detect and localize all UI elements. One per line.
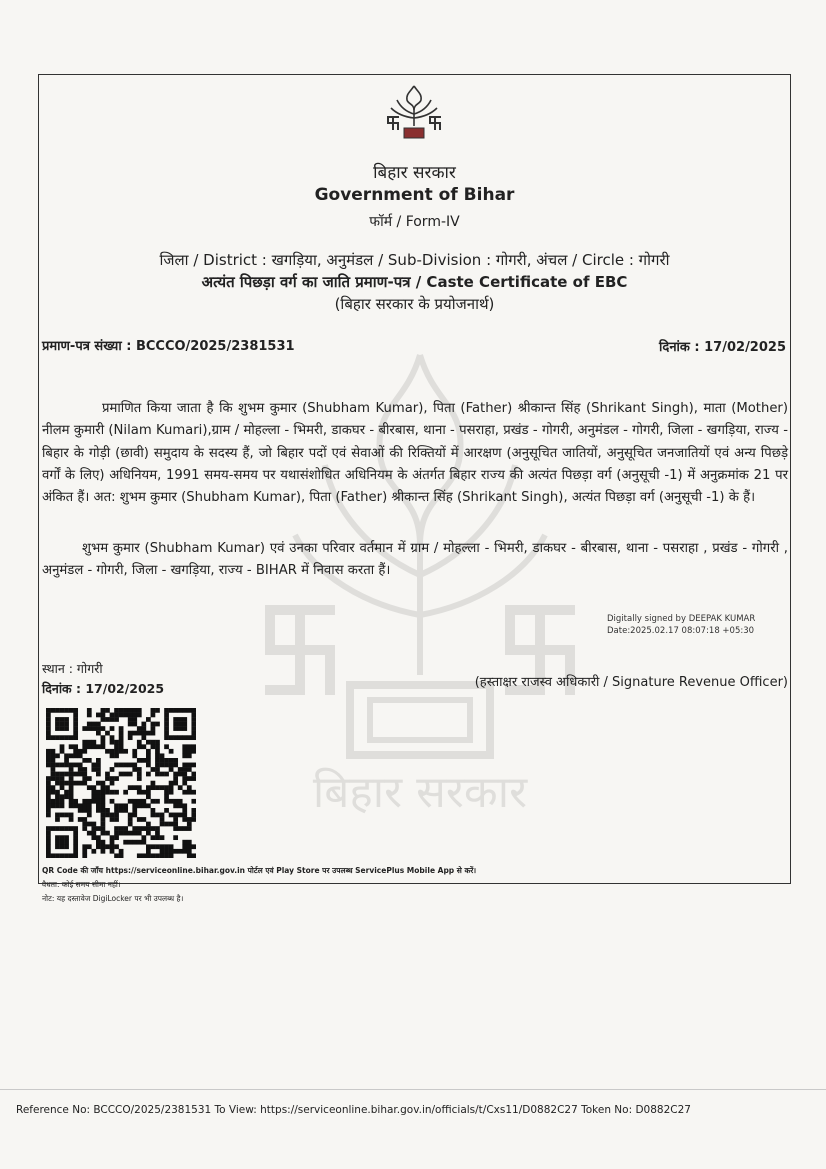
qr-verification-note: QR Code की जाँच https://serviceonline.bihar.gov.in पोर्टल एवं Play Store पर उपलब्ध ServicePlus Mobile App से करें।: [42, 866, 477, 875]
issue-date: दिनांक : 17/02/2025: [659, 340, 786, 355]
place: स्थान : गोगरी: [42, 661, 103, 676]
footer-divider: [0, 1089, 826, 1090]
residence-paragraph: शुभम कुमार (Shubham Kumar) एवं उनका परिवार वर्तमान में ग्राम / मोहल्ला - भिमरी, डाकघर - बीरबास, थाना - पसराहा , प्रखंड - गोगरी , अनुमंडल - गोगरी, जिला - खगड़िया, राज्य - BIHAR में निवास करता हैं।: [42, 541, 788, 579]
digital-signature: [607, 614, 755, 637]
bihar-emblem-icon: [383, 82, 445, 142]
digital-signature-date: Date:2025.02.17 08:07:18 +05:30: [607, 625, 755, 636]
certificate-purpose: (बिहार सरकार के प्रयोजनार्थ): [334, 295, 495, 313]
digilocker-note: नोट: यह दस्तावेज DigiLocker पर भी उपलब्ध है।: [42, 894, 184, 903]
reference-line: Reference No: BCCCO/2025/2381531 To View: https://serviceonline.bihar.gov.in/officials/t/Cxs11/D0882C27 Token No: D0882C27: [16, 1104, 691, 1116]
certificate-title: अत्यंत पिछड़ा वर्ग का जाति प्रमाण-पत्र / Caste Certificate of EBC: [201, 273, 628, 291]
digital-signature-signer: Digitally signed by DEEPAK KUMAR: [607, 614, 756, 624]
certification-paragraph: प्रमाणित किया जाता है कि शुभम कुमार (Shubham Kumar), पिता (Father) श्रीकान्त सिंह (Shrikant Singh), माता (Mother) नीलम कुमारी (Nilam Kumari),ग्राम / मोहल्ला - भिमरी, डाकघर - बीरबास, थाना - पसराहा, प्रखंड - गोगरी, अनुमंडल - गोगरी, जिला - खगड़िया, राज्य - बिहार के गोड़ी (छावी) समुदाय के सदस्य हैं, जो बिहार पदों एवं सेवाओं की रिक्तियों में आरक्षण (अनुसूचित जातियों, अनुसूचित जनजातियों एवं अन्य पिछड़े वर्गों के लिए) अधिनियम, 1991 समय-समय पर यथासंशोधित अधिनियम के अंतर्गत बिहार राज्य की अत्यंत पिछड़ा वर्ग (अनुसूची -1) में अनुक्रमांक 21 पर अंकित हैं। अत: शुभम कुमार (Shubham Kumar), पिता (Father) श्रीकान्त सिंह (Shrikant Singh), अत्यंत पिछड़ा वर्ग (अनुसूची -1) के हैं।: [42, 401, 788, 506]
footer-date: दिनांक : 17/02/2025: [42, 681, 165, 696]
district-line: जिला / District : खगड़िया, अनुमंडल / Sub-Division : गोगरी, अंचल / Circle : गोगरी: [159, 251, 670, 269]
watermark-text: बिहार सरकार: [312, 767, 528, 815]
hindi-government-title: बिहार सरकार: [373, 163, 456, 183]
english-government-title: Government of Bihar: [314, 185, 515, 205]
qr-code[interactable]: [46, 708, 196, 858]
signature-label: (हस्ताक्षर राजस्व अधिकारी / Signature Revenue Officer): [474, 675, 788, 690]
form-number: फॉर्म / Form-IV: [369, 214, 460, 230]
validity-note: वैधता: कोई समय सीमा नहीं।: [42, 880, 121, 889]
certificate-number: प्रमाण-पत्र संख्या : BCCCO/2025/2381531: [42, 339, 295, 354]
